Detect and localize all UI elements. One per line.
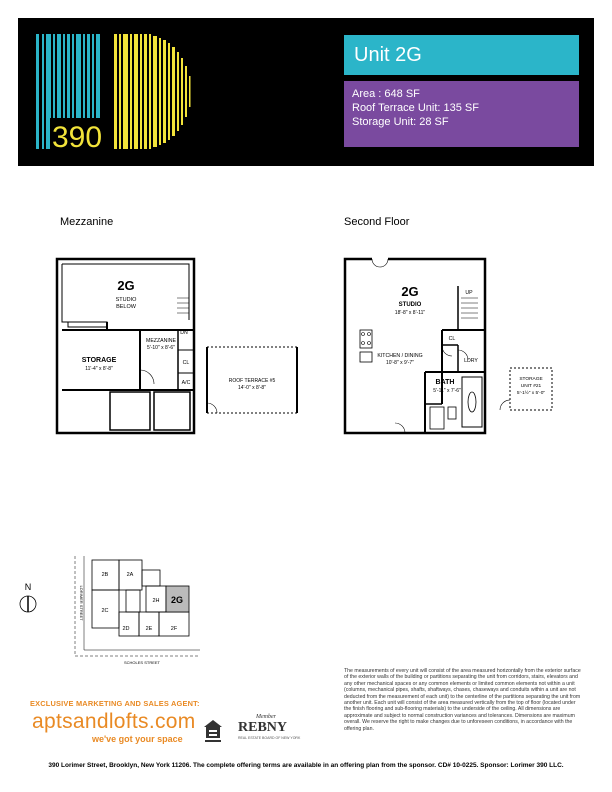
roof-terrace-label: ROOF TERRACE #5 (228, 378, 276, 384)
disclaimer-text: The measurements of every unit will consist of the area measured horizontally from the exterior surface of the exterior walls of the building or partitions separating the unit from corridors, stairs, elevators and any other mechanical spaces or any common elements or limited common elements not within a unit (columns, mechanical pipes, shafts, shaftways, chases, chaseways and conduits within a unit are not deducted from the measurement of each unit) to the centerline of the partitions separating the unit from another unit. Each unit will consist of the area measured vertically from the top of floor (located under the finish flooring and sub-flooring materials) to the underside of the ceiling. All dimensions are approximate and subject to normal construction variances and tolerances. Dimensions are maximum overall. We reserve the right to make changes due to unforeseen conditions, in accordance with the offering plan. (344, 668, 581, 732)
spec-area: Area : 648 SF (352, 88, 420, 100)
key-unit-2b: 2B (101, 572, 109, 578)
agent-tagline: we've got your space (92, 734, 183, 744)
unit-title: Unit 2G (344, 35, 579, 75)
sf-storage-unit-number: UNIT #21 (520, 384, 542, 389)
key-unit-2c: 2C (101, 608, 109, 614)
key-unit-2e: 2E (145, 626, 153, 632)
footer-text: 390 Lorimer Street, Brooklyn, New York 11206. The complete offering terms are available in an offering plan from the sponsor. CD# 10-0225. Sponsor: Lorimer 390 LLC. (48, 762, 564, 769)
mezzanine-label: Mezzanine (60, 216, 114, 228)
mezz-ac-label: A/C (181, 380, 191, 386)
spec-roof-terrace: Roof Terrace Unit: 135 SF (352, 102, 479, 114)
building-number: 390 (52, 121, 103, 154)
rebny-member-label: Member (256, 714, 276, 720)
agent-label: EXCLUSIVE MARKETING AND SALES AGENT: (30, 699, 200, 708)
mezz-storage-dims: 11'-4" x 8'-8" (85, 366, 113, 372)
mezz-storage-label: STORAGE (81, 357, 117, 364)
spec-storage: Storage Unit: 28 SF (352, 116, 449, 128)
mezzanine-plan (57, 259, 297, 433)
sf-ldry-label: LDRY (464, 358, 478, 364)
key-unit-2f: 2F (170, 626, 178, 632)
roof-terrace-dims: 14'-0" x 8'-8" (238, 385, 266, 391)
equal-housing-icon (203, 718, 223, 744)
sf-bath-label: BATH (435, 379, 455, 386)
key-unit-2g: 2G (170, 595, 184, 605)
sf-studio-label: STUDIO (398, 302, 422, 308)
sf-storage-unit-dims: 5'-1½" x 5'-0" (516, 391, 546, 396)
key-unit-2d: 2D (122, 626, 130, 632)
rebny-logo: REBNY (238, 720, 288, 735)
sf-unit-label: 2G (401, 284, 419, 299)
mezz-room-dims: 5'-10" x 8'-6" (147, 345, 175, 351)
mezz-unit-label: 2G (117, 278, 135, 293)
sf-kitchen-label: KITCHEN / DINING (377, 353, 423, 359)
agent-logo: aptsandlofts.com (32, 710, 196, 733)
mezz-dn-label: DN (180, 330, 188, 336)
second-floor-plan (345, 259, 552, 433)
mezz-studio-below-2: BELOW (116, 304, 136, 310)
mezz-cl-label: CL (182, 360, 190, 366)
key-plan (20, 556, 200, 656)
mezz-studio-below-1: STUDIO (115, 297, 137, 303)
sf-bath-dims: 5'-11" x 7'-6" (433, 388, 461, 394)
rebny-subtitle: REAL ESTATE BOARD OF NEW YORK (238, 736, 301, 740)
north-arrow-label: N (24, 582, 32, 592)
sf-studio-dims: 18'-8" x 8'-11" (394, 310, 426, 316)
sf-cl-label: CL (448, 336, 456, 342)
key-unit-2a: 2A (126, 572, 134, 578)
lorimer-street-label: LORIMER STREET (79, 585, 84, 621)
second-floor-label: Second Floor (344, 216, 410, 228)
mezz-room-label: MEZZANINE (146, 338, 176, 344)
sf-kitchen-dims: 10'-8" x 9'-7" (386, 360, 414, 366)
key-unit-2h: 2H (152, 598, 160, 604)
sf-storage-unit-label: STORAGE (519, 377, 543, 382)
sf-up-label: UP (465, 290, 473, 296)
scholes-street-label: SCHOLES STREET (123, 660, 161, 665)
